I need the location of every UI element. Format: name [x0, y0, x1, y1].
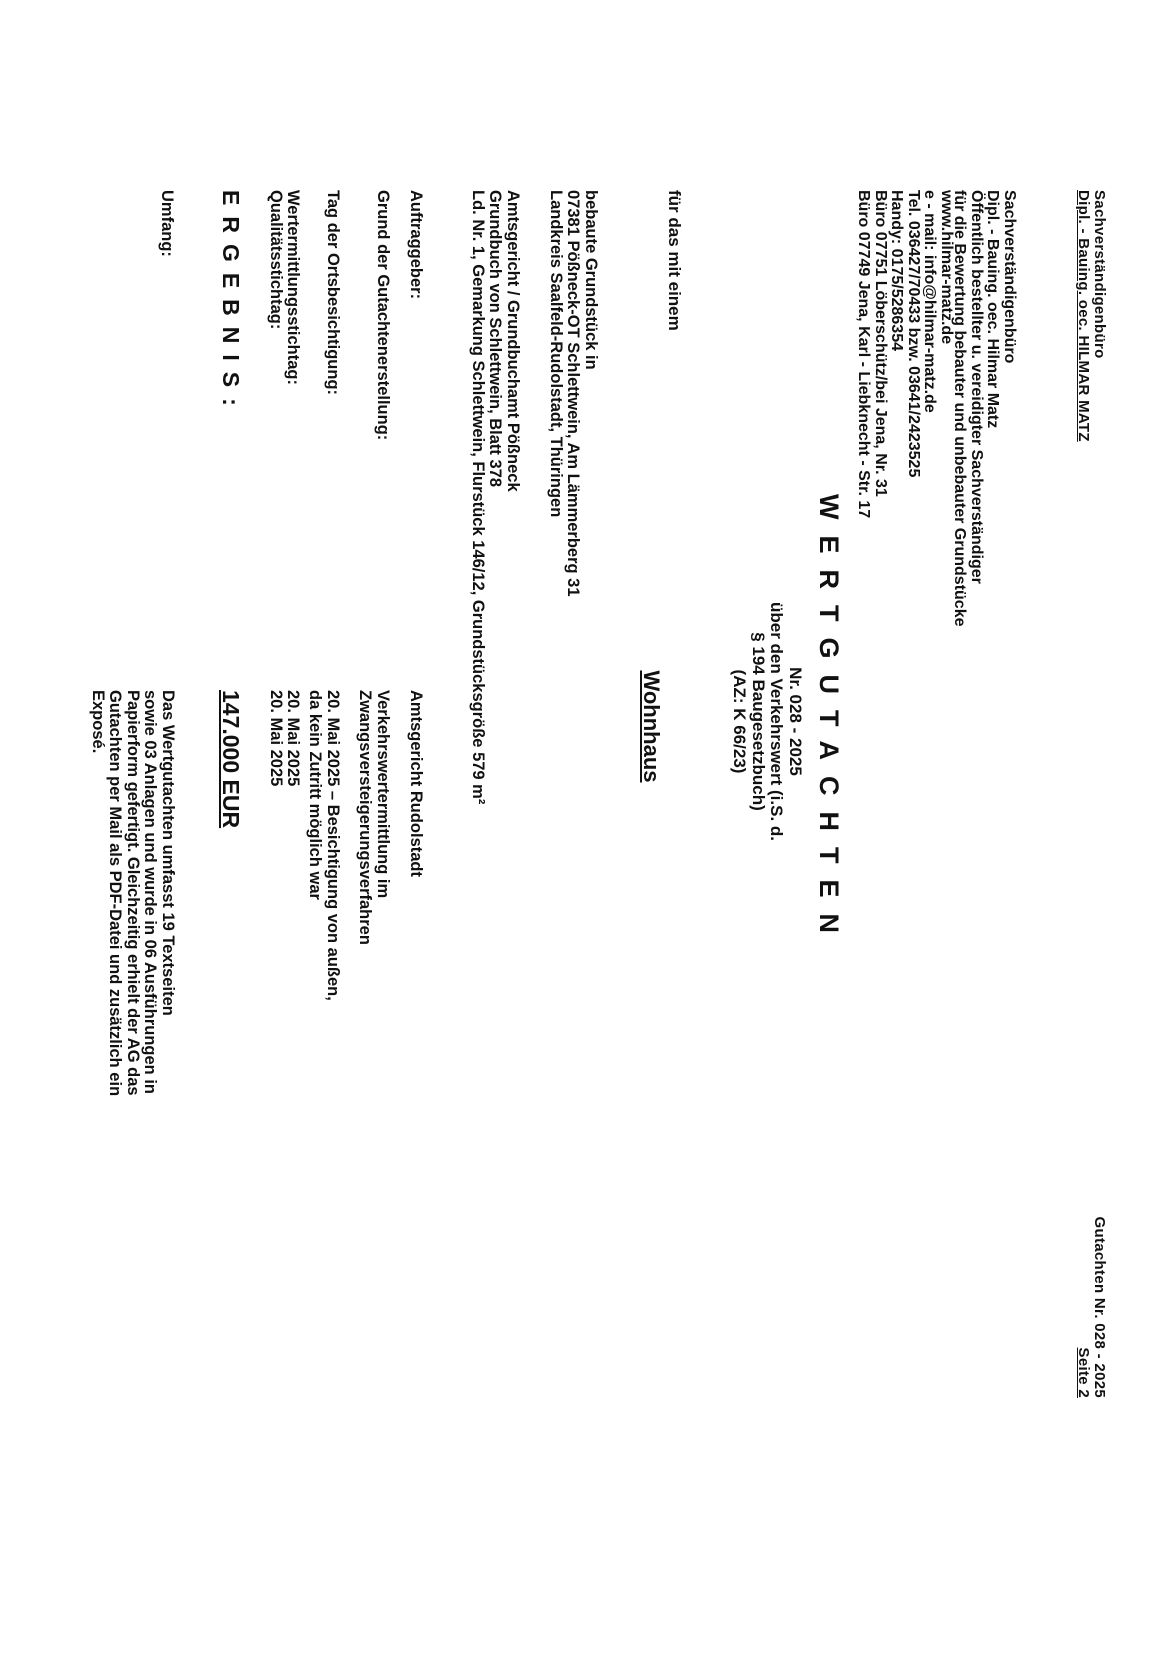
quality-date-label: Qualitätsstichtag: [267, 190, 285, 330]
office-line: Dipl. - Bauing. oec. Hilmar Matz [984, 190, 1002, 429]
intro-text: für das mit einem [665, 190, 684, 331]
contact-mobile: Handy: 0175/5286354 [888, 190, 906, 351]
client-value: Amtsgericht Rudolstadt [407, 690, 425, 878]
scope-line: Das Wertgutachten umfasst 19 Textseiten [159, 690, 177, 1016]
scope-line: Papierform gefertigt. Gleichzeitig erhielt der AG das [124, 690, 142, 1096]
office-line: Öffentlich bestellter u. vereidigter Sachverständiger [968, 190, 985, 584]
contact-office-1: Büro 07751 Löberschütz/bei Jena, Nr. 31 [872, 190, 889, 497]
reason-value-line: Zwangsversteigerungsverfahren [356, 690, 375, 945]
contact-email: e - mail: info@hilmar-matz.de [921, 190, 939, 413]
registry-line: Grundbuch von Schlettwein, Blatt 378 [486, 190, 505, 488]
contact-block [855, 190, 954, 518]
header-report-number: Gutachten Nr. 028 - 2025 [1091, 1216, 1108, 1398]
header-page-number: Seite 2 [1075, 1347, 1092, 1398]
client-label: Auftraggeber: [407, 190, 425, 300]
scope-line: Gutachten per Mail als PDF-Datei und zusätzlich ein [106, 690, 125, 1097]
reason-value [356, 690, 391, 945]
document-subtitle [730, 0, 804, 1653]
visit-value [306, 690, 341, 1001]
result-value: 147.000 EUR [218, 690, 244, 829]
property-line: 07381 Pößneck-OT Schlettwein, Am Lämmerberg 31 [564, 190, 583, 597]
subtitle-line: § 194 Baugesetzbuch) [749, 632, 768, 811]
contact-website: www.hilmar-matz.de [938, 190, 955, 345]
header-right [1075, 1217, 1107, 1398]
contact-office-2: Büro 07749 Jena, Karl - Liebknecht - Str. 17 [855, 190, 873, 519]
quality-date-value: 20. Mai 2025 [267, 690, 285, 787]
scope-line: Exposé. [89, 690, 107, 754]
visit-label: Tag der Ortsbesichtigung: [324, 190, 342, 396]
header-owner-line: Dipl. - Bauing. oec. HILMAR MATZ [1075, 190, 1092, 442]
scope-label: Umfang: [158, 190, 176, 257]
scope-line: sowie 03 Anlagen und wurde in 06 Ausführungen in [141, 690, 160, 1094]
property-line: bebaute Grundstück in [582, 190, 600, 370]
subtitle-line: über den Verkehrswert (i.S. d. [767, 601, 787, 842]
result-label: ERGEBNIS: [218, 190, 244, 417]
visit-value-line: da kein Zutritt möglich war [306, 690, 325, 900]
reason-value-line: Verkehrswertermittlung im [374, 690, 392, 899]
subtitle-line: (AZ: K 66/23) [730, 669, 750, 774]
header-left [1075, 190, 1107, 442]
scope-text [89, 690, 177, 1096]
reason-label: Grund der Gutachtenerstellung: [374, 190, 392, 441]
registry-line: Ld. Nr. 1, Gemarkung Schlettwein, Flurstück 146/12, Grundstücksgröße 579 m² [469, 190, 487, 805]
office-line: für die Bewertung bebauter und unbebauter Grundstücke [951, 190, 969, 627]
property-line: Landkreis Saalfeld-Rudolstadt, Thüringen [547, 190, 565, 518]
office-block [951, 190, 1017, 626]
valuation-date-label: Wertermittlungsstichtag: [284, 190, 302, 385]
document-title: WERTGUTACHTEN [814, 494, 844, 949]
contact-phone: Tel. 036427/70433 bzw. 03641/2423525 [905, 190, 922, 478]
valuation-date-value: 20. Mai 2025 [284, 690, 302, 787]
header-office-line: Sachverständigenbüro [1091, 190, 1108, 359]
visit-value-line: 20. Mai 2025 – Besichtigung von außen, [324, 690, 342, 1001]
property-block [547, 190, 600, 597]
registry-block [469, 190, 522, 804]
object-type: Wohnhaus [639, 670, 664, 783]
registry-line: Amtsgericht / Grundbuchamt Pößneck [504, 190, 522, 492]
subtitle-line: Nr. 028 - 2025 [786, 667, 805, 776]
office-line: Sachverständigenbüro [1001, 190, 1018, 364]
